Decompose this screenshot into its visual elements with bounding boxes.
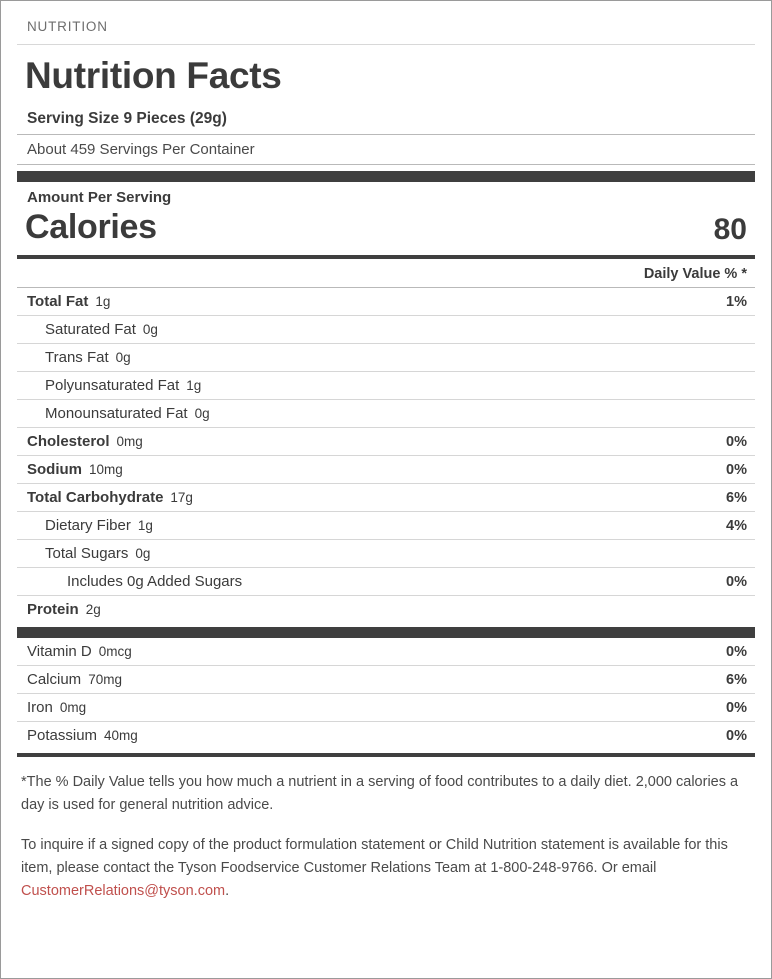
nutrient-row <box>17 568 755 596</box>
nutrient-row <box>17 372 755 400</box>
micronutrient-amount: 40mg <box>104 727 138 743</box>
micronutrient-amount: 0mcg <box>98 643 132 659</box>
nutrient-row <box>17 400 755 428</box>
micronutrient-daily-value: 6% <box>726 671 747 688</box>
nutrient-name: Protein <box>27 600 79 618</box>
serving-size: Serving Size 9 Pieces (29g) <box>17 104 755 135</box>
nutrient-left <box>67 573 242 590</box>
servings-per-container: About 459 Servings Per Container <box>17 135 755 165</box>
nutrient-name: Saturated Fat <box>45 320 136 338</box>
nutrient-row <box>17 540 755 568</box>
nutrient-row <box>17 484 755 512</box>
nutrient-amount: 1g <box>186 377 202 393</box>
customer-relations-email-link[interactable]: CustomerRelations@tyson.com <box>21 883 226 900</box>
nutrient-amount: 2g <box>85 601 101 617</box>
amount-per-serving: Amount Per Serving <box>27 188 172 206</box>
nutrient-amount: 0mg <box>116 433 143 449</box>
nutrient-left <box>27 461 123 478</box>
micronutrient-daily-value: 0% <box>726 643 747 660</box>
footnotes <box>17 757 755 904</box>
micronutrient-left <box>27 671 122 688</box>
micronutrient-left <box>27 643 132 660</box>
calories-row <box>17 208 755 251</box>
nutrient-left <box>45 517 153 534</box>
nutrient-row <box>17 596 755 623</box>
micronutrient-name: Calcium <box>27 670 82 688</box>
nutrient-left <box>45 405 210 422</box>
calories-value: 80 <box>713 212 747 246</box>
micronutrient-amount: 70mg <box>88 671 122 687</box>
nutrient-left <box>45 545 150 562</box>
nutrient-row <box>17 344 755 372</box>
nutrient-daily-value: 0% <box>726 573 747 590</box>
micronutrient-name: Iron <box>27 698 53 716</box>
nutrient-name: Total Carbohydrate <box>27 488 164 506</box>
nutrient-left <box>27 293 110 310</box>
nutrient-name: Monounsaturated Fat <box>45 404 188 422</box>
micronutrient-name: Vitamin D <box>27 642 92 660</box>
nutrient-daily-value: 4% <box>726 517 747 534</box>
micronutrient-left <box>27 699 86 716</box>
nutrient-name: Total Fat <box>27 292 89 310</box>
nutrient-amount: 1g <box>137 517 153 533</box>
nutrient-amount: 0g <box>194 405 210 421</box>
nutrient-left <box>45 377 201 394</box>
nutrient-amount: 0g <box>135 545 151 561</box>
nutrient-name: Sodium <box>27 460 82 478</box>
nutrient-name: Polyunsaturated Fat <box>45 376 180 394</box>
divider-thick-top <box>17 171 755 182</box>
nutrient-daily-value: 0% <box>726 433 747 450</box>
micronutrient-row <box>17 694 755 722</box>
nutrient-left <box>27 601 101 618</box>
nutrient-amount: 17g <box>170 489 193 505</box>
nutrient-daily-value: 0% <box>726 461 747 478</box>
nutrient-left <box>27 489 193 506</box>
nutrient-left <box>45 349 131 366</box>
nutrient-row <box>17 316 755 344</box>
nutrient-left <box>27 433 143 450</box>
footnote-daily-value: *The % Daily Value tells you how much a nutrient in a serving of food contributes to a daily diet. 2,000 calories a day is used for general nutrition advice. <box>21 773 739 814</box>
nutrient-amount: 10mg <box>89 461 123 477</box>
micronutrient-left <box>27 727 138 744</box>
nutrient-name: Dietary Fiber <box>45 516 131 534</box>
micronutrient-amount: 0mg <box>59 699 87 715</box>
divider-thick-bottom <box>17 627 755 638</box>
nutrient-name: Cholesterol <box>27 432 110 450</box>
micronutrient-list <box>17 638 755 749</box>
footnote-contact <box>21 834 751 904</box>
section-label: NUTRITION <box>17 13 755 45</box>
nutrient-row <box>17 512 755 540</box>
nutrient-daily-value: 6% <box>726 489 747 506</box>
nutrient-row <box>17 288 755 316</box>
footnote-contact-text: To inquire if a signed copy of the product formulation statement or Child Nutrition statement is available for this item, please contact the Tyson Foodservice Customer Relations Team at 1-800-248-9766. Or email <box>21 836 728 876</box>
micronutrient-row <box>17 666 755 694</box>
micronutrient-name: Potassium <box>27 726 98 744</box>
nutrient-name: Includes 0g Added Sugars <box>67 572 243 590</box>
micronutrient-daily-value: 0% <box>726 727 747 744</box>
nutrient-amount: 0g <box>142 321 158 337</box>
footnote-contact-period: . <box>225 883 230 900</box>
nutrient-list <box>17 288 755 623</box>
nutrient-name: Trans Fat <box>45 348 109 366</box>
nutrient-left <box>45 321 158 338</box>
nutrient-daily-value: 1% <box>726 293 747 310</box>
micronutrient-daily-value: 0% <box>726 699 747 716</box>
nutrient-row <box>17 456 755 484</box>
page-title: Nutrition Facts <box>25 55 282 96</box>
nutrient-amount: 1g <box>95 293 111 309</box>
daily-value-header: Daily Value % * <box>17 259 755 288</box>
nutrient-name: Total Sugars <box>45 544 129 562</box>
micronutrient-row <box>17 722 755 749</box>
nutrient-amount: 0g <box>115 349 131 365</box>
nutrient-row <box>17 428 755 456</box>
micronutrient-row <box>17 638 755 666</box>
calories-label: Calories <box>25 207 157 246</box>
